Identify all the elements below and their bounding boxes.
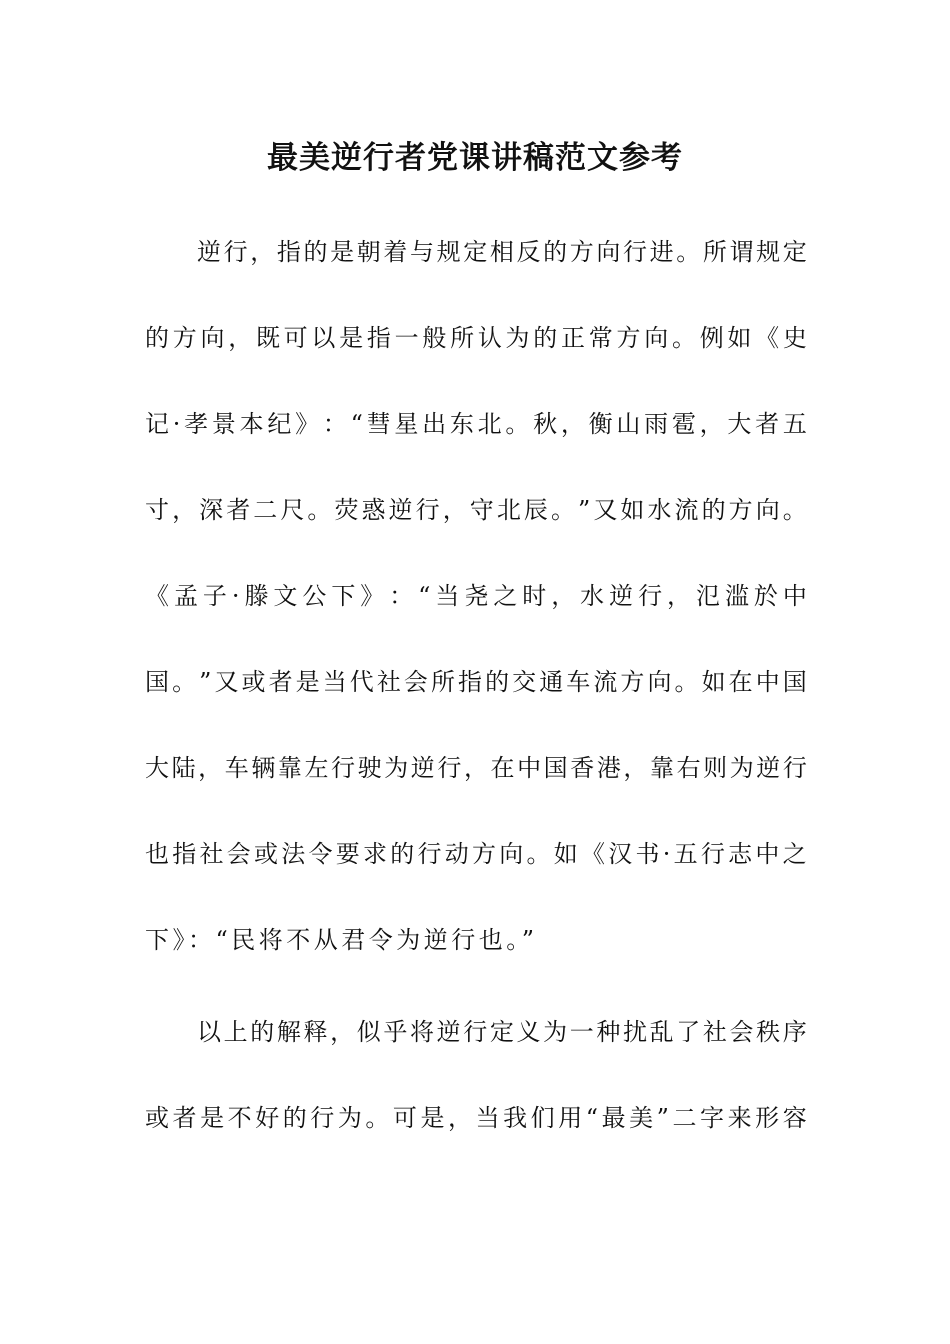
- text-line: 记 · 孝 景 本 纪 》 ： “ 彗 星 出 东 北 。 秋 ， 衡 山 雨 雹 ， 大 者 五: [145, 410, 807, 438]
- text-line: 也 指 社 会 或 法 令 要 求 的 行 动 方 向 。 如 《 汉 书 · 五 行 志 中 之: [145, 840, 807, 868]
- text-line: 国 。 ” 又 或 者 是 当 代 社 会 所 指 的 交 通 车 流 方 向 。 如 在 中 国: [145, 668, 807, 696]
- text-line: 或 者 是 不 好 的 行 为 。 可 是 ， 当 我 们 用 “ 最 美 ” 二 字 来 形 容: [145, 1104, 807, 1132]
- text-line: 《 孟 子 · 滕 文 公 下 》 ： “ 当 尧 之 时 ， 水 逆 行 ， 氾 滥 於 中: [145, 582, 807, 610]
- text-line: 下》：“民将不从君令为逆行也。”: [145, 926, 538, 954]
- text-line: 寸 ， 深 者 二 尺 。 荧 惑 逆 行 ， 守 北 辰 。 ” 又 如 水 流 的 方 向 。: [145, 496, 807, 524]
- page-title: 最美逆行者党课讲稿范文参考: [267, 140, 683, 176]
- text-line: 以 上 的 解 释 ， 似 乎 将 逆 行 定 义 为 一 种 扰 乱 了 社 会 秩 序: [197, 1018, 807, 1046]
- text-line: 的 方 向 ， 既 可 以 是 指 一 般 所 认 为 的 正 常 方 向 。 例 如 《 史: [145, 324, 807, 352]
- text-line: 大 陆 ， 车 辆 靠 左 行 驶 为 逆 行 ， 在 中 国 香 港 ， 靠 右 则 为 逆 行: [145, 754, 807, 782]
- text-line: 逆 行 ， 指 的 是 朝 着 与 规 定 相 反 的 方 向 行 进 。 所 谓 规 定: [197, 238, 807, 266]
